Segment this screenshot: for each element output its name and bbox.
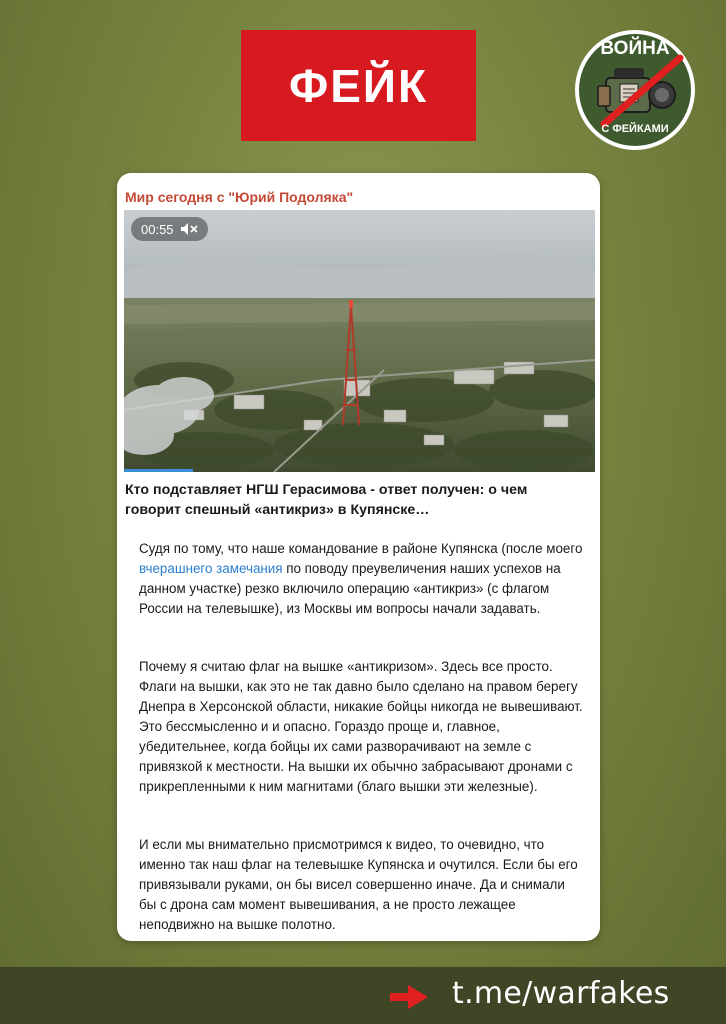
- post-paragraph-3: И если мы внимательно присмотримся к видео, то очевидно, что именно так наш флаг на телевышке Купянска и очутился. Если бы его привязывали руками, он бы висел совершенно иначе. Да и снимали бы с дрона сам момент вывешивания, а не просто лежащее неподвижно на вышке полотно.: [139, 837, 578, 932]
- video-player[interactable]: [124, 210, 595, 472]
- logo-bottom-text: С ФЕЙКАМИ: [601, 123, 669, 135]
- arrow-right-icon: [390, 985, 428, 1009]
- telegram-channel-link[interactable]: t.me/warfakes: [452, 976, 670, 1011]
- logo-top-text: ВОЙНА: [600, 38, 670, 59]
- post-paragraph-1: [139, 539, 585, 619]
- telegram-post-card: [117, 173, 600, 941]
- paragraph-1-text-start: Судя по тому, что наше командование в районе Купянска (после моего: [139, 541, 583, 556]
- post-paragraph-2: Почему я считаю флаг на вышке «антикризом». Здесь все просто. Флаги на вышки, как это не так давно было сделано на правом берегу Днепра в Херсонской области, никакие бойцы никогда не вывешивают. Это бессмысленно и и опасно. Гораздо проще и, главное, убедительнее, когда бойцы их сами разворачивают на земле с привязкой к местности. На вышки их обычно забрасывают дронами с прикрепленными к ним магнитами (благо вышки эти железные).: [139, 659, 583, 794]
- video-duration-pill[interactable]: [131, 217, 208, 241]
- yesterday-remark-link[interactable]: вчерашнего замечания: [139, 561, 283, 576]
- video-frame-aerial-city: [124, 210, 595, 472]
- video-duration: 00:55: [141, 221, 174, 237]
- post-headline: Кто подставляет НГШ Герасимова - ответ получен: о чем говорит спешный «антикриз» в Купянске…: [125, 482, 528, 518]
- fake-banner: [241, 30, 476, 141]
- fake-label: ФЕЙК: [288, 59, 429, 112]
- video-progress-bar[interactable]: [124, 469, 193, 472]
- paragraph-1-text-end: по поводу преувеличения наших успехов на данном участке) резко включило операцию «антикриз» (с флагом России на телевышке), из Москвы им вопросы начали задавать.: [139, 561, 561, 616]
- speaker-muted-icon[interactable]: [180, 222, 198, 236]
- channel-name[interactable]: Мир сегодня с "Юрий Подоляка": [125, 189, 354, 205]
- war-with-fakes-logo: [568, 28, 702, 152]
